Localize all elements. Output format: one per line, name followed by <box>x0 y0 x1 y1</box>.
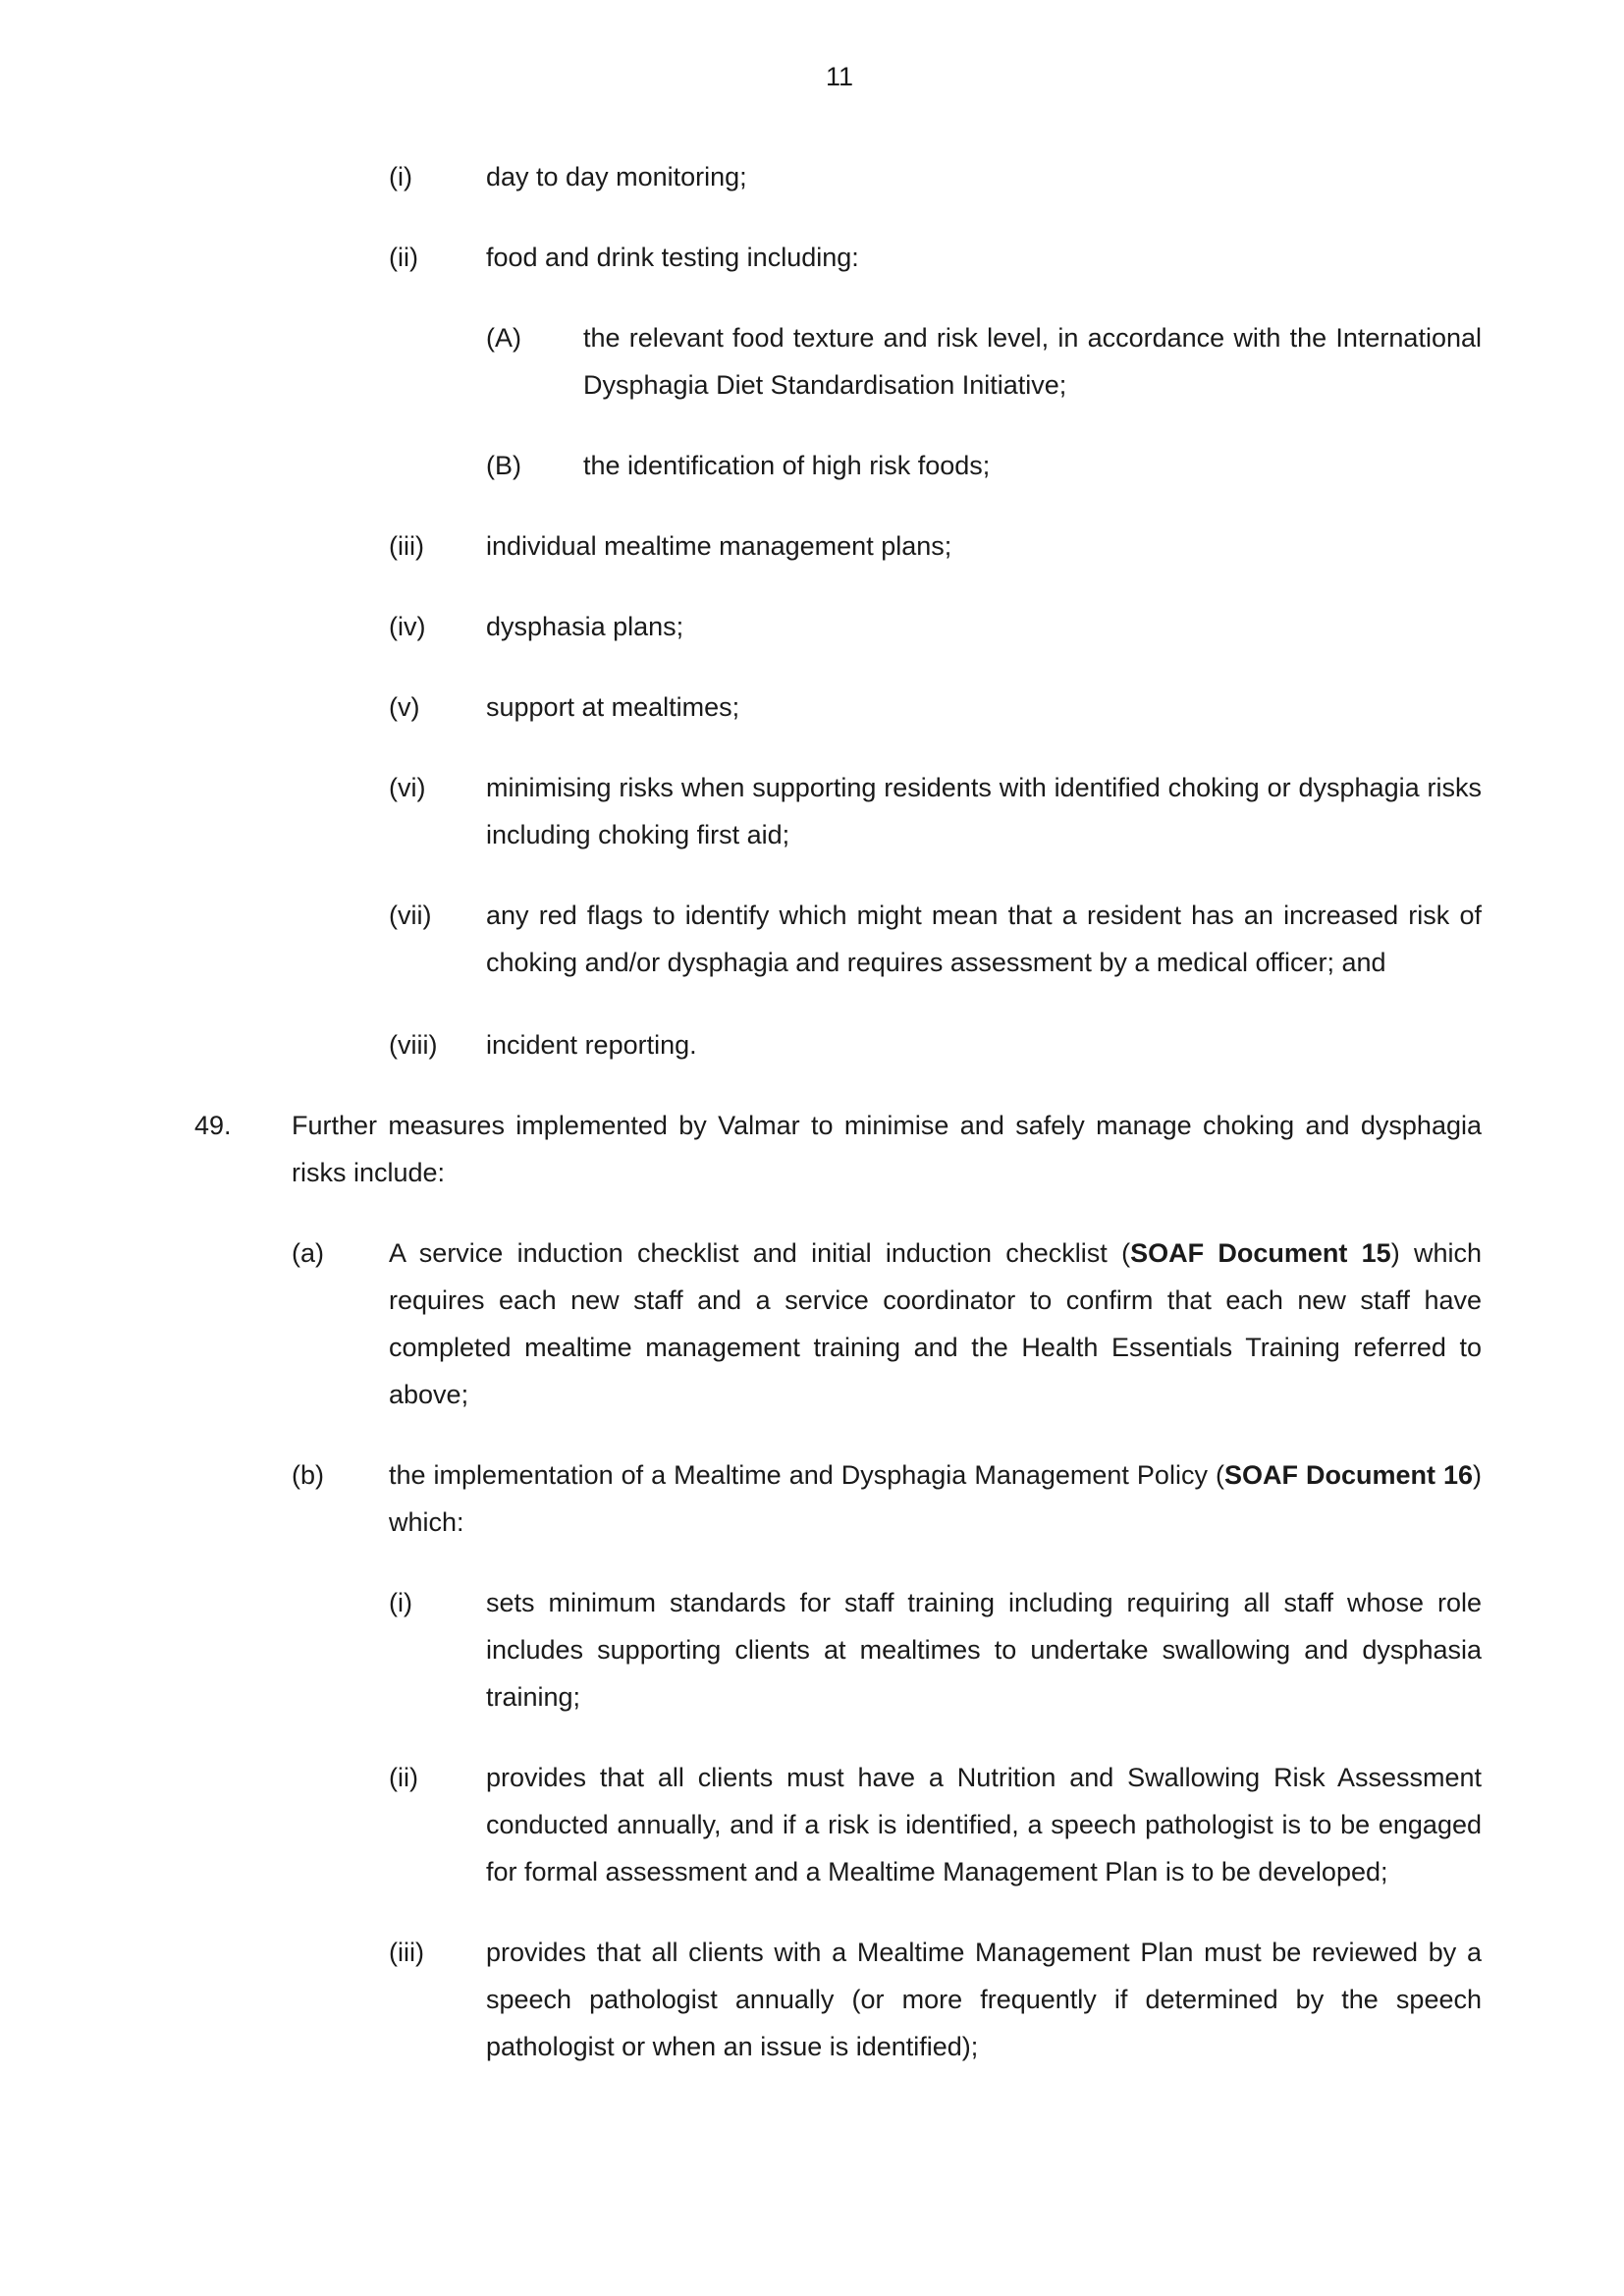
item-text: provides that all clients must have a Nutrition and Swallowing Risk Assessment conducted annually, and if a risk is identified, a speech pathologist is to be engaged for formal assessment and a Mealtime Management Plan is to be developed; <box>486 1763 1482 1886</box>
item-label: (iii) <box>389 1938 424 1967</box>
item-text: provides that all clients with a Mealtime Management Plan must be reviewed by a speech pathologist annually (or more frequently if determined by the speech pathologist or when an issue is identified); <box>486 1938 1482 2061</box>
item-text: the identification of high risk foods; <box>583 451 991 480</box>
item-label: (A) <box>486 323 521 353</box>
item-label: (viii) <box>389 1030 438 1060</box>
page-number: 11 <box>825 62 854 91</box>
item-text: any red flags to identify which might mean that a resident has an increased risk of choking and/or dysphagia and requires assessment by a medical officer; and <box>486 901 1482 977</box>
item-label: (iii) <box>389 531 424 561</box>
paragraph-number: 49. <box>194 1111 232 1140</box>
item-text: minimising risks when supporting residents with identified choking or dysphagia risks including choking first aid; <box>486 773 1482 849</box>
item-label: (v) <box>389 692 420 722</box>
item-label: (B) <box>486 451 521 480</box>
item-text: the relevant food texture and risk level, in accordance with the International Dysphagia Diet Standardisation Initiative; <box>583 323 1482 400</box>
item-label: (vi) <box>389 773 426 802</box>
paragraph-text: Further measures implemented by Valmar to minimise and safely manage choking and dysphagia risks include: <box>292 1111 1482 1187</box>
item-text: individual mealtime management plans; <box>486 531 952 561</box>
item-label: (ii) <box>389 243 418 272</box>
item-label: (i) <box>389 1588 412 1617</box>
item-text: A service induction checklist and initial induction checklist (SOAF Document 15) which requires each new staff and a service coordinator to confirm that each new staff have completed mealtime management training and the Health Essentials Training referred to above; <box>389 1238 1483 1409</box>
item-text: incident reporting. <box>486 1030 697 1060</box>
item-label: (b) <box>292 1460 324 1490</box>
item-label: (i) <box>389 162 412 191</box>
item-text: the implementation of a Mealtime and Dysphagia Management Policy (SOAF Document 16) which: <box>389 1460 1482 1537</box>
item-label: (a) <box>292 1238 324 1268</box>
item-label: (vii) <box>389 901 432 930</box>
item-text: day to day monitoring; <box>486 162 747 191</box>
item-label: (ii) <box>389 1763 418 1792</box>
item-text: dysphasia plans; <box>486 612 684 641</box>
document-reference: SOAF Document 15 <box>1130 1238 1391 1268</box>
item-text: sets minimum standards for staff training including requiring all staff whose role includes supporting clients at mealtimes to undertake swallowing and dysphasia training; <box>486 1588 1482 1712</box>
item-text: food and drink testing including: <box>486 243 859 272</box>
item-label: (iv) <box>389 612 426 641</box>
item-text: support at mealtimes; <box>486 692 740 722</box>
document-reference: SOAF Document 16 <box>1223 1460 1473 1490</box>
